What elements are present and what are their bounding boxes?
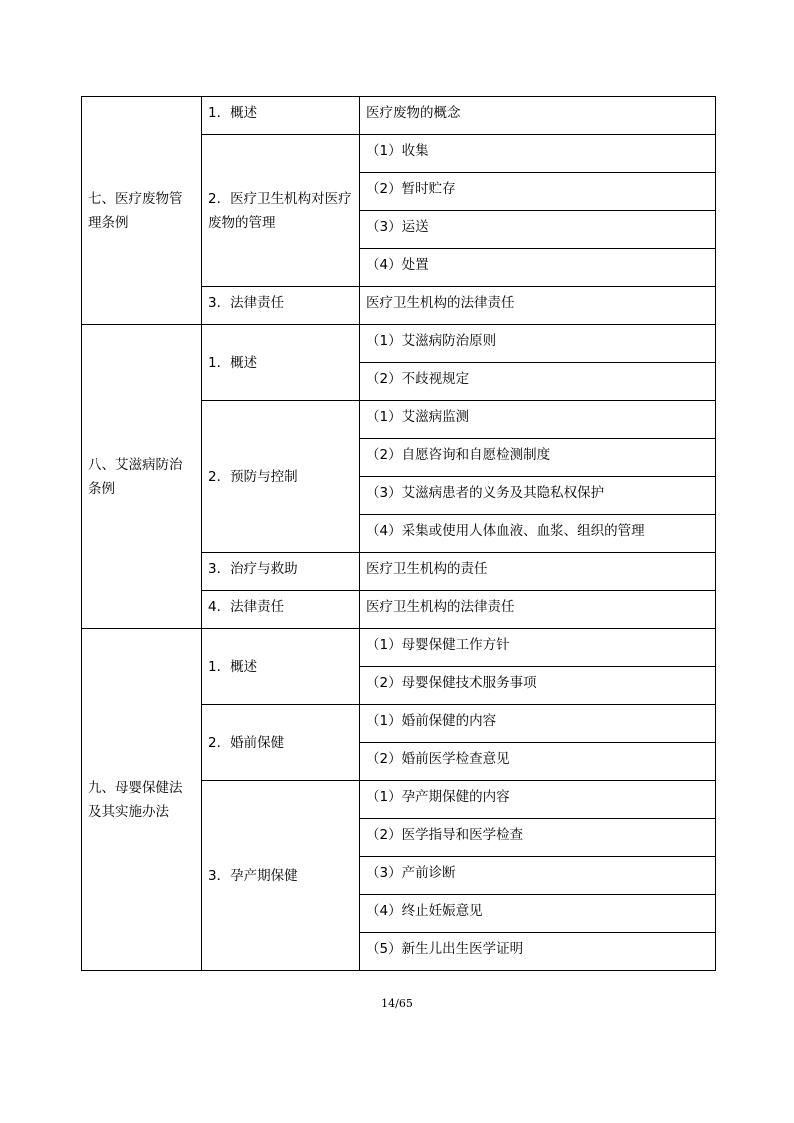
topic-item: （1）婚前保健的内容 (360, 705, 716, 743)
topic-label: 3．孕产期保健 (202, 781, 360, 971)
topic-item: （2）自愿咨询和自愿检测制度 (360, 439, 716, 477)
topic-item: （4）处置 (360, 249, 716, 287)
topic-label: 2．医疗卫生机构对医疗废物的管理 (202, 135, 360, 287)
topic-item: （2）母婴保健技术服务事项 (360, 667, 716, 705)
topic-label: 3．治疗与救助 (202, 553, 360, 591)
page-number: 14/65 (381, 997, 413, 1010)
topic-item: （2）暂时贮存 (360, 173, 716, 211)
topic-label: 1．概述 (202, 629, 360, 705)
table-row (82, 325, 716, 363)
topic-label: 2．婚前保健 (202, 705, 360, 781)
topic-item: （3）产前诊断 (360, 857, 716, 895)
topic-item: （1）艾滋病监测 (360, 401, 716, 439)
section-title: 九、母婴保健法及其实施办法 (82, 629, 202, 971)
topic-label: 3．法律责任 (202, 287, 360, 325)
topic-label: 1．概述 (202, 97, 360, 135)
topic-item: （5）新生儿出生医学证明 (360, 933, 716, 971)
topic-item: 医疗卫生机构的责任 (360, 553, 716, 591)
topic-item: （3）艾滋病患者的义务及其隐私权保护 (360, 477, 716, 515)
topic-item: （2）婚前医学检查意见 (360, 743, 716, 781)
topic-item: （2）不歧视规定 (360, 363, 716, 401)
topic-item: 医疗卫生机构的法律责任 (360, 591, 716, 629)
syllabus-table (81, 96, 716, 971)
topic-item: （1）艾滋病防治原则 (360, 325, 716, 363)
table-row (82, 629, 716, 667)
topic-item: （4）采集或使用人体血液、血浆、组织的管理 (360, 515, 716, 553)
section-title: 七、医疗废物管理条例 (82, 97, 202, 325)
table-row (82, 97, 716, 135)
section-title: 八、艾滋病防治条例 (82, 325, 202, 629)
topic-item: （3）运送 (360, 211, 716, 249)
topic-label: 4．法律责任 (202, 591, 360, 629)
topic-item: （4）终止妊娠意见 (360, 895, 716, 933)
topic-item: （2）医学指导和医学检查 (360, 819, 716, 857)
topic-label: 2．预防与控制 (202, 401, 360, 553)
topic-item: （1）母婴保健工作方针 (360, 629, 716, 667)
topic-item: 医疗废物的概念 (360, 97, 716, 135)
topic-item: （1）孕产期保健的内容 (360, 781, 716, 819)
topic-label: 1．概述 (202, 325, 360, 401)
topic-item: （1）收集 (360, 135, 716, 173)
topic-item: 医疗卫生机构的法律责任 (360, 287, 716, 325)
